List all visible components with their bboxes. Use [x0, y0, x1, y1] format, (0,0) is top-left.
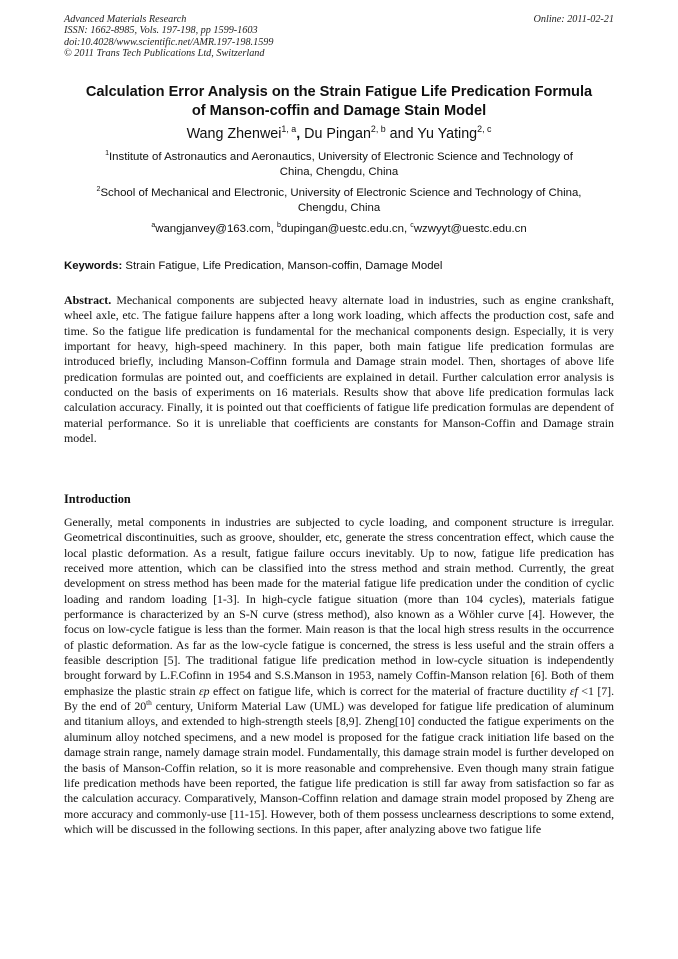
author-2: Du Pingan	[304, 126, 371, 142]
copyright-line: © 2011 Trans Tech Publications Ltd, Switzerland	[64, 47, 265, 59]
keywords	[64, 259, 442, 274]
author-3-sup: 2, c	[477, 124, 492, 135]
author-emails: $^a$wangjanvey@163.com, $^b$dupingan@uestc.edu.cn, $^c$wzwyyt@uestc.edu.cn	[151, 222, 527, 235]
keywords-label: Keywords:	[64, 260, 123, 272]
author-3: Yu Yating	[417, 126, 478, 142]
affiliation-2: $^2$School of Mechanical and Electronic, University of Electronic Science and Technology of China, Chengdu, China	[96, 186, 582, 215]
email-b: dupingan@uestc.edu.cn,	[280, 223, 411, 235]
issn-line: ISSN: 1662-8985, Vols. 197-198, pp 1599-1603	[64, 25, 258, 37]
journal-header	[64, 14, 273, 59]
email-a: wangjanvey@163.com,	[155, 223, 277, 235]
introduction-paragraph: Generally, metal components in industries are subjected to cycle loading, and component structure is irregular. Geometrical discontinuities, such as groove, shoulder, etc, generate the stress concentration effect, which cause the local plastic deformation. As a result, fatigue failure occurs inevitably. Up to now, fatigue life predication has received more attention, which can be classified into the stress method and strain method. Currently, the great development on stress method has been made for the material fatigue life predication under the condition of cyclic loading and random loading [1-3]. In high-cycle fatigue situation (more than 104 cycles), materials fatigue performance is characterized by an S-N curve (stress method), also known as a Wöhler curve [4]. However, the focus on low-cycle fatigue is less than the former. Main reason is that the local high stress results in the occurrence of plastic deformation. As far as the low-cycle fatigue is concerned, the stress is less useful and the strain offers a feasible description [5]. The traditional fatigue life predication method in low-cycle situation is independently brought forward by L.F.Cofinn in 1954 and S.S.Manson in 1953, namely Coffin-Manson relation [6]. Both of them emphasize the plastic strain εp effect on fatigue life, which is correct for the material of fracture ductility εf <1 [7]. By the end of 20th century, Uniform Material Law (UML) was developed for fatigue life predication of aluminum and titanium alloys, and extended to high-strength steels [8,9]. Zheng[10] conducted the fatigue experiments on the aluminum alloy notched specimens, and a new model is proposed for the fatigue crack initiation life based on the damage strain range, namely damage strain model. Fundamentally, this damage strain model is further developed on the basis of Manson-Coffin relation, so it is more reasonable and comprehensive. Even though many strain fatigue life predication methods have been reported, the fatigue life predication is still far away from satisfaction so far as the calculation accuracy. Comparatively, Manson-Coffinn relation and damage strain model proposed by Zheng are more accuracy and commonly-use [11-15]. However, both of them possess unclearness descriptions to some extend, which will be discussed in the following sections. In this paper, after analyzing above two fatigue life	[64, 515, 614, 836]
title-line-1: Calculation Error Analysis on the Strain Fatigue Life Predication Formula	[85, 84, 593, 100]
section-heading-introduction: Introduction	[64, 492, 131, 506]
online-date: Online: 2011-02-21	[533, 14, 614, 25]
doi-line: doi:10.4028/www.scientific.net/AMR.197-198.1599	[64, 36, 274, 48]
journal-name: Advanced Materials Research	[64, 14, 187, 25]
abstract	[64, 293, 614, 446]
author-1-sup: 1, a	[281, 124, 297, 135]
abstract-label: Abstract.	[64, 293, 112, 307]
title-line-2: of Manson-coffin and Damage Stain Model	[191, 103, 487, 119]
abstract-text: Mechanical components are subjected heavy alternate load in industries, such as engine crankshaft, wheel axle, etc. The fatigue failure happens after a long work loading, which affects the production cost, safe and time. So the fatigue life predication is fundamental for the mechanical components design. Especially, it is very important for heavy, high-speed machinery. In this paper, both main fatigue life predication formulas are introduced briefly, including Manson-Coffinn formula and Damage strain model. Then, shortages of above life predication formulas are pointed out, and coefficients are explained in detail. Further calculation error analysis is conducted on the basis of experiments on 16 materials. Results show that above life predication formulas lack calculation accuracy. Finally, it is pointed out that coefficients of fatigue life predication formulas are dependent of material performance. So it is unreliable that coefficients are constants for Manson-Coffin and Damage strain model.	[64, 293, 614, 446]
fracture-ductility-symbol: εf	[569, 683, 578, 698]
keywords-text: Strain Fatigue, Life Predication, Manson-coffin, Damage Model	[122, 260, 443, 272]
email-c: wzwyyt@uestc.edu.cn	[413, 223, 527, 235]
author-1: Wang Zhenwei	[186, 126, 282, 142]
author-2-sup: 2, b	[370, 124, 386, 135]
author-list: Wang Zhenwei$^{1, a}$, Du Pingan$^{2, b}$ and Yu Yating$^{2, c}$	[186, 124, 492, 142]
affiliation-1: $^1$Institute of Astronautics and Aeronautics, University of Electronic Science and Technology of China, Chengdu, China	[105, 150, 573, 179]
plastic-strain-symbol: εp	[199, 683, 210, 698]
paper-title	[50, 83, 628, 121]
